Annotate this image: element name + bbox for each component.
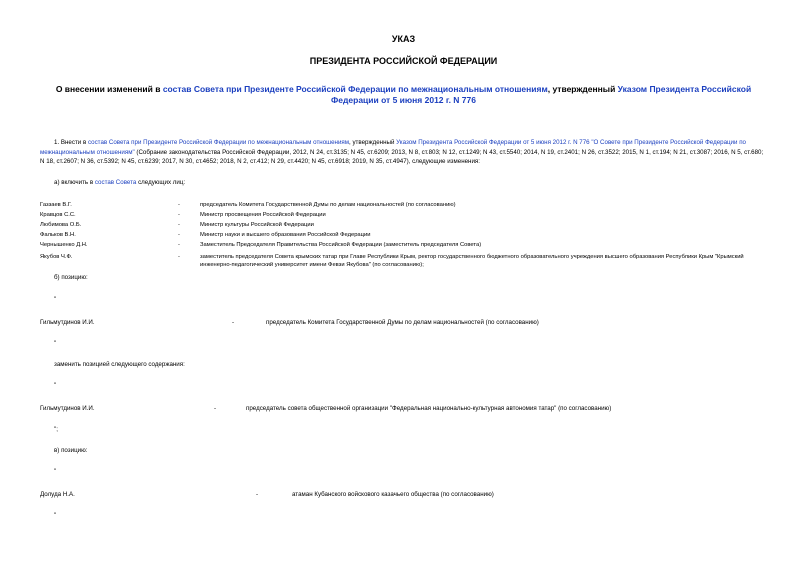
position-name: Гильмутдинов И.И. — [40, 405, 95, 412]
item-a — [54, 179, 185, 186]
decree-776-link[interactable]: Указом Президента Российской Федерации от 5 июня 2012 г. N 776 — [331, 84, 752, 105]
member-position: Министр науки и высшего образования Российской Федерации — [200, 232, 371, 238]
quote-close-2: " — [54, 512, 57, 519]
quote-open: " — [54, 296, 57, 303]
member-position: председатель Комитета Государственной Думы по делам национальностей (по согласованию) — [200, 202, 456, 208]
member-position: Министр культуры Российской Федерации — [200, 222, 314, 228]
quote-close: " — [54, 340, 57, 347]
member-name: Газзаев В.Г. — [40, 202, 72, 208]
member-dash: - — [178, 212, 180, 218]
item-c: в) позицию: — [54, 447, 88, 454]
position-desc: председатель Комитета Государственной Думы по делам национальностей (по согласованию) — [266, 319, 539, 326]
item-a-text-post: следующих лиц: — [136, 179, 186, 186]
quote-close-semicolon: "; — [54, 426, 58, 433]
quote-open-3: " — [54, 468, 57, 475]
member-name: Кравцов С.С. — [40, 212, 76, 218]
member-name: Якубов Ч.Ф. — [40, 254, 73, 260]
position-name: Долуда Н.А. — [40, 491, 75, 498]
decree-issuer: ПРЕЗИДЕНТА РОССИЙСКОЙ ФЕДЕРАЦИИ — [309, 56, 498, 66]
member-dash: - — [178, 222, 180, 228]
title-text-mid: , утвержденный — [547, 84, 618, 94]
decree-title — [40, 84, 767, 106]
quote-open-2: " — [54, 382, 57, 389]
member-position: заместитель председателя Совета крымских татар при Главе Республики Крым, ректор государственного бюджетного образовательного учреждения высшего образования Республики Крым "Крымский инженерно-педагогический университет имени Февзи Якубова" (по согласованию); — [200, 254, 744, 268]
item-b: б) позицию: — [54, 274, 88, 281]
position-name: Гильмутдинов И.И. — [40, 319, 95, 326]
paragraph-text-post: (Собрание законодательства Российской Федерации, 2012, N 24, ст.3135; N 45, ст.6209; 2013, N 8, ст.803; N 12, ст.1249; N 43, ст.5540; 2014, N 19, ст.2401; N 26, ст.3522; 2015, N 1, ст.194; N 21, ст.3087; 2016, N 5, ст.680; N 18, ст.2607; N 36, ст.5392; N 45, ст.6239; 2017, N 30, ст.4652; 2018, N 2, ст.412; N 29, ст.4420; N 45, ст.6918; 2019, N 35, ст.4947), следующие изменения: — [40, 148, 764, 165]
council-composition-link[interactable]: состав Совета при Президенте Российской Федерации по межнациональным отношениям — [162, 84, 548, 94]
member-dash: - — [178, 202, 180, 208]
paragraph-text-mid: , утвержденный — [349, 139, 397, 146]
member-dash: - — [178, 232, 180, 238]
position-dash: - — [256, 491, 259, 498]
member-dash: - — [178, 242, 180, 248]
member-position: Министр просвещения Российской Федерации — [200, 212, 326, 218]
member-name: Чернышенко Д.Н. — [40, 242, 88, 248]
position-desc: председатель совета общественной организации "Федеральная национально-культурная автономия татар" (по согласованию) — [246, 405, 612, 412]
member-name: Любимова О.Б. — [40, 222, 82, 228]
member-position: Заместитель Председателя Правительства Российской Федерации (заместитель председателя Совета) — [200, 242, 482, 248]
title-text: О внесении изменений в — [55, 84, 163, 94]
paragraph-1 — [40, 138, 767, 167]
position-desc: атаман Кубанского войскового казачьего общества (по согласованию) — [292, 491, 494, 498]
member-name: Фальков В.Н. — [40, 232, 76, 238]
member-dash: - — [178, 254, 180, 260]
replace-instruction: заменить позицией следующего содержания: — [54, 361, 185, 368]
paragraph-text: 1. Внести в — [54, 139, 88, 146]
council-composition-link-2[interactable]: состав Совета при Президенте Российской Федерации по межнациональным отношениям — [87, 139, 350, 146]
position-dash: - — [232, 319, 235, 326]
decree-heading: УКАЗ — [391, 34, 416, 44]
item-a-text: а) включить в — [54, 179, 95, 186]
decree-776-link-2[interactable]: Указом Президента Российской Федерации от 5 июня 2012 г. N 776 "О Совете при Президенте Российской Федерации по межнациональным отношениям" — [40, 139, 746, 156]
position-dash: - — [214, 405, 217, 412]
council-link[interactable]: состав Совета — [94, 179, 137, 186]
